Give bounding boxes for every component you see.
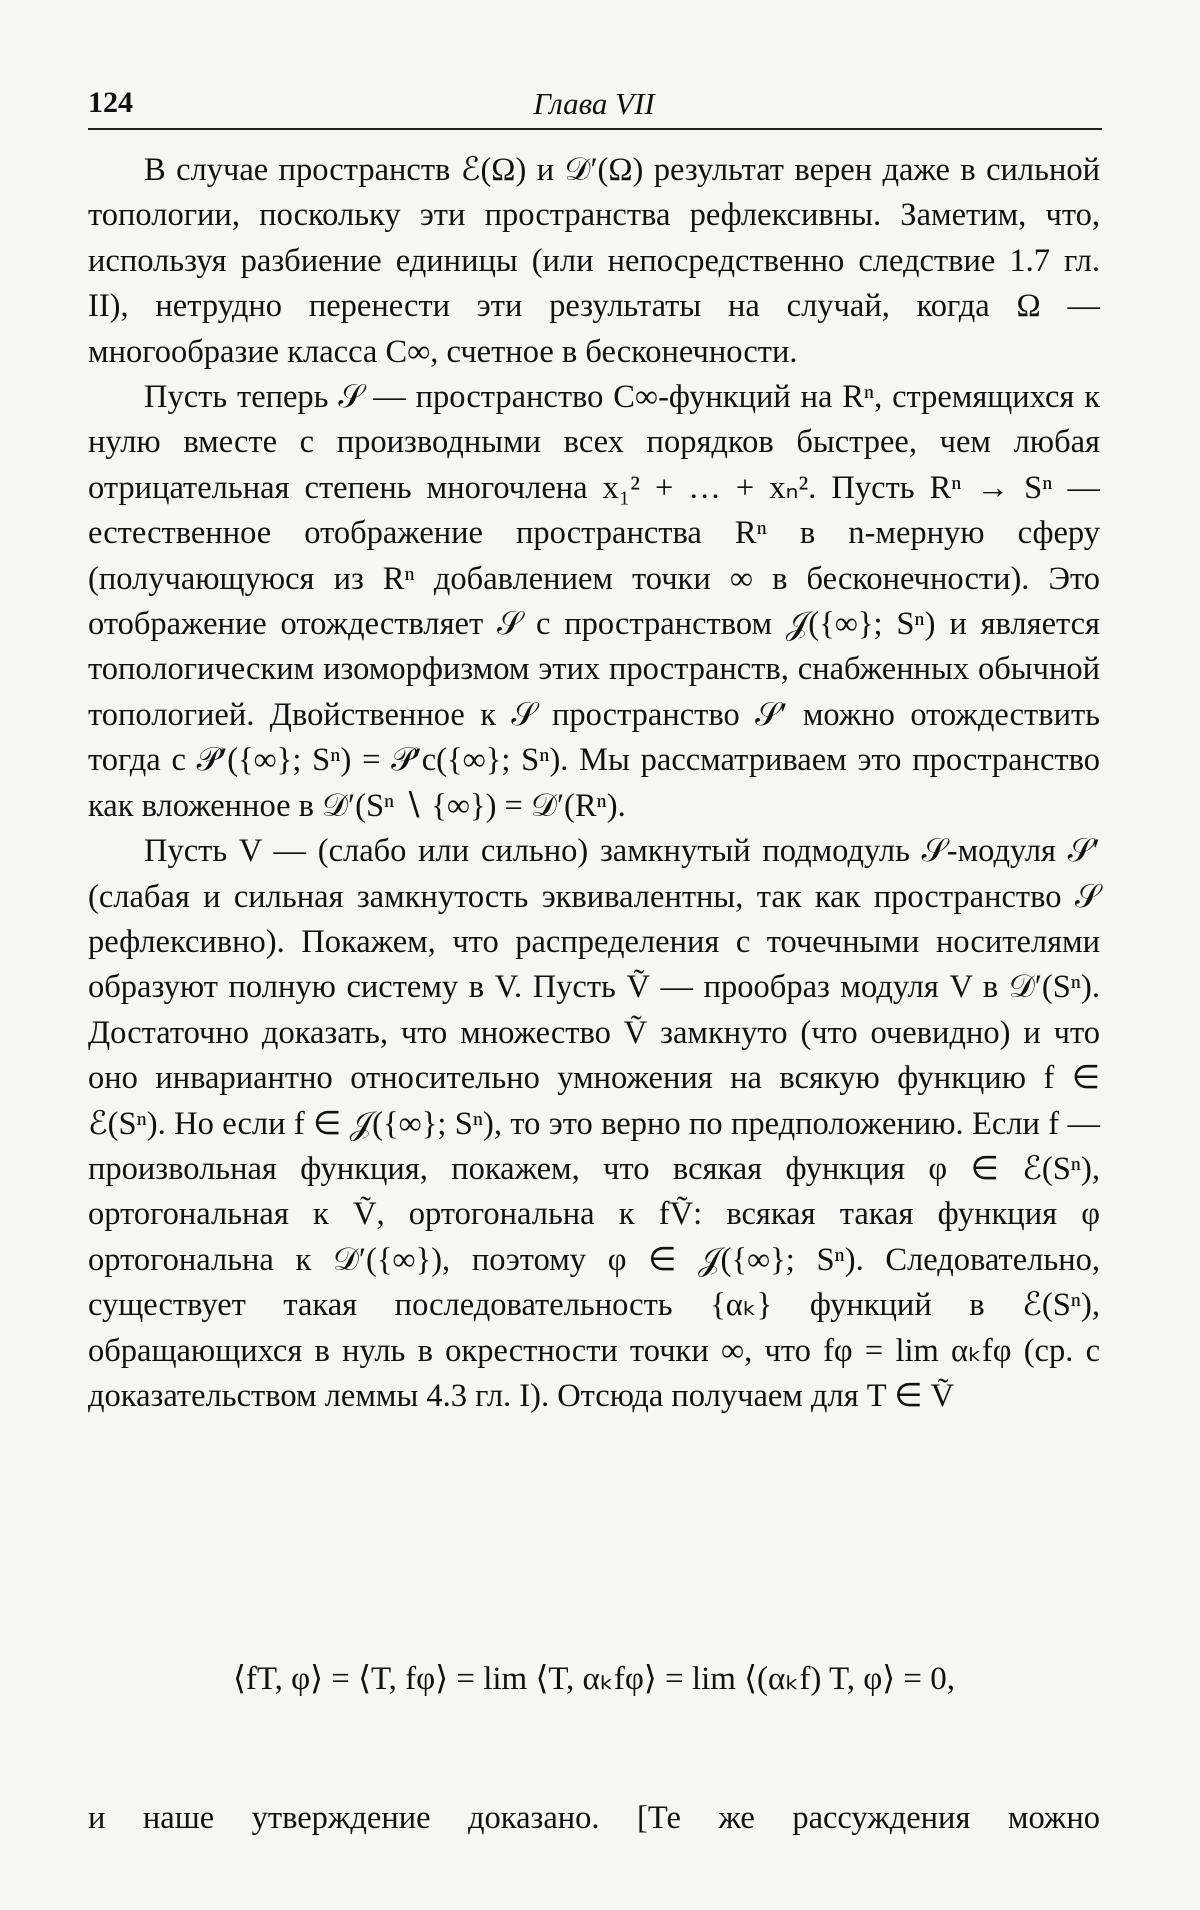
page-header [88,86,1100,126]
header-rule [88,128,1102,130]
display-formula: ⟨fT, φ⟩ = ⟨T, fφ⟩ = lim ⟨T, αₖfφ⟩ = lim ⟨(αₖf) T, φ⟩ = 0, [233,1661,955,1697]
body-text [88,148,1100,1419]
last-line: и наше утверждение доказано. [Те же рассуждения можно [88,1800,1100,1836]
chapter-title: Глава VII [533,86,655,121]
paragraph-1: В случае пространств ℰ(Ω) и 𝒟′(Ω) результат верен даже в сильной топологии, поскольку эти пространства рефлексивны. Заметим, что, используя разбиение единицы (или непосредственно следствие 1.7 гл. II), нетрудно перенести эти результаты на случай, когда Ω — многообразие класса C∞, счетное в бесконечности. [88,152,1100,370]
page-number: 124 [88,86,133,119]
paragraph-3: Пусть V — (слабо или сильно) замкнутый подмодуль 𝒮-модуля 𝒮′ (слабая и сильная замкнутость эквивалентны, так как пространство 𝒮 рефлексивно). Покажем, что распределения с точечными носителями образуют полную систему в V. Пусть Ṽ — прообраз модуля V в 𝒟′(Sⁿ). Достаточно доказать, что множество Ṽ замкнуто (что очевидно) и что оно инвариантно относительно умножения на всякую функцию f ∈ ℰ(Sⁿ). Но если f ∈ 𝒥({∞}; Sⁿ), то это верно по предположению. Если f — произвольная функция, покажем, что всякая функция φ ∈ ℰ(Sⁿ), ортогональная к Ṽ, ортогональна к fṼ: всякая такая функция φ ортогональна к 𝒟′({∞}), поэтому φ ∈ 𝒥({∞}; Sⁿ). Следовательно, существует такая последовательность {αₖ} функций в ℰ(Sⁿ), обращающихся в нуль в окрестности точки ∞, что fφ = lim αₖfφ (ср. с доказательством леммы 4.3 гл. I). Отсюда получаем для T ∈ Ṽ [88,833,1100,1414]
paragraph-2: Пусть теперь 𝒮 — пространство C∞-функций на Rⁿ, стремящихся к нулю вместе с производными всех порядков быстрее, чем любая отрицательная степень многочлена x₁² + … + xₙ². Пусть Rⁿ → Sⁿ — естественное отображение пространства Rⁿ в n-мерную сферу (получающуюся из Rⁿ добавлением точки ∞ в бесконечности). Это отображение отождествляет 𝒮 с пространством 𝒥({∞}; Sⁿ) и является топологическим изоморфизмом этих пространств, снабженных обычной топологией. Двойственное к 𝒮 пространство 𝒮′ можно отождествить тогда с 𝒫′({∞}; Sⁿ) = 𝒫′c({∞}; Sⁿ). Мы рассматриваем это пространство как вложенное в 𝒟′(Sⁿ ∖ {∞}) = 𝒟′(Rⁿ). [88,379,1100,824]
